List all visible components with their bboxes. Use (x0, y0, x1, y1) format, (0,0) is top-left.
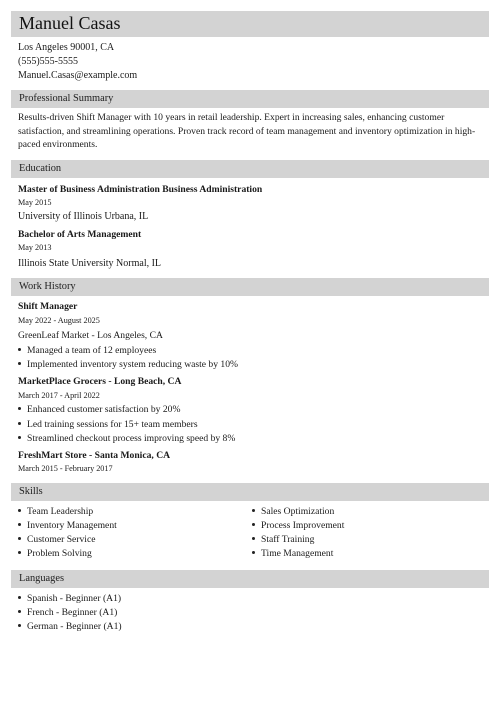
job-title: FreshMart Store - Santa Monica, CA (18, 450, 171, 461)
candidate-name: Manuel Casas (19, 13, 121, 33)
list-item: Managed a team of 12 employees (18, 344, 156, 357)
bullet-icon (18, 509, 21, 512)
skill-item: Team Leadership (18, 505, 93, 518)
section-header-work (11, 278, 489, 296)
bullet-icon (18, 596, 21, 599)
skill-item: Process Improvement (252, 519, 344, 532)
bullet-icon (18, 523, 21, 526)
bullet-icon (252, 523, 255, 526)
section-title: Professional Summary (19, 93, 114, 104)
language-item: French - Beginner (A1) (18, 606, 117, 619)
education-school: Illinois State University Normal, IL (18, 258, 162, 269)
skill-item: Sales Optimization (252, 505, 334, 518)
education-degree: Master of Business Administration Business Administration (18, 184, 263, 195)
bullet-icon (252, 551, 255, 554)
job-dates: March 2015 - February 2017 (18, 464, 113, 473)
education-degree: Bachelor of Arts Management (18, 229, 142, 240)
contact-phone: (555)555-5555 (18, 56, 78, 67)
list-item: Streamlined checkout process improving speed by 8% (18, 432, 235, 445)
section-header-education (11, 160, 489, 178)
job-dates: March 2017 - April 2022 (18, 391, 100, 400)
job-title: MarketPlace Grocers - Long Beach, CA (18, 376, 182, 387)
section-title: Languages (19, 573, 65, 584)
name-header (11, 11, 489, 37)
language-item: Spanish - Beginner (A1) (18, 592, 121, 605)
contact-address: Los Angeles 90001, CA (18, 42, 115, 53)
bullet-icon (18, 537, 21, 540)
bullet-icon (18, 624, 21, 627)
job-company: GreenLeaf Market - Los Angeles, CA (18, 330, 163, 341)
skill-item: Inventory Management (18, 519, 117, 532)
job-dates: May 2022 - August 2025 (18, 316, 100, 325)
bullet-icon (18, 407, 21, 410)
bullet-icon (252, 537, 255, 540)
bullet-icon (18, 551, 21, 554)
contact-email: Manuel.Casas@example.com (18, 70, 138, 81)
section-title: Education (19, 163, 62, 174)
skill-item: Customer Service (18, 533, 95, 546)
list-item: Led training sessions for 15+ team members (18, 418, 198, 431)
education-date: May 2013 (18, 243, 52, 252)
summary-text: Results-driven Shift Manager with 10 years in retail leadership. Expert in increasing sales, enhancing customer satisfaction, and streamlining operations. Proven track record of team management and inventory optimization in high-paced environments. (18, 112, 476, 151)
bullet-icon (18, 610, 21, 613)
education-school: University of Illinois Urbana, IL (18, 211, 149, 222)
skill-item: Staff Training (252, 533, 314, 546)
section-header-summary (11, 90, 489, 108)
bullet-icon (18, 422, 21, 425)
section-title: Work History (19, 281, 76, 292)
section-header-languages (11, 570, 489, 588)
skill-item: Time Management (252, 547, 333, 560)
bullet-icon (18, 436, 21, 439)
bullet-icon (18, 348, 21, 351)
job-title: Shift Manager (18, 301, 78, 312)
list-item: Enhanced customer satisfaction by 20% (18, 403, 180, 416)
bullet-icon (252, 509, 255, 512)
bullet-icon (18, 362, 21, 365)
section-title: Skills (19, 486, 43, 497)
skill-item: Problem Solving (18, 547, 92, 560)
education-date: May 2015 (18, 198, 52, 207)
language-item: German - Beginner (A1) (18, 620, 122, 633)
section-header-skills (11, 483, 489, 501)
list-item: Implemented inventory system reducing waste by 10% (18, 358, 238, 371)
